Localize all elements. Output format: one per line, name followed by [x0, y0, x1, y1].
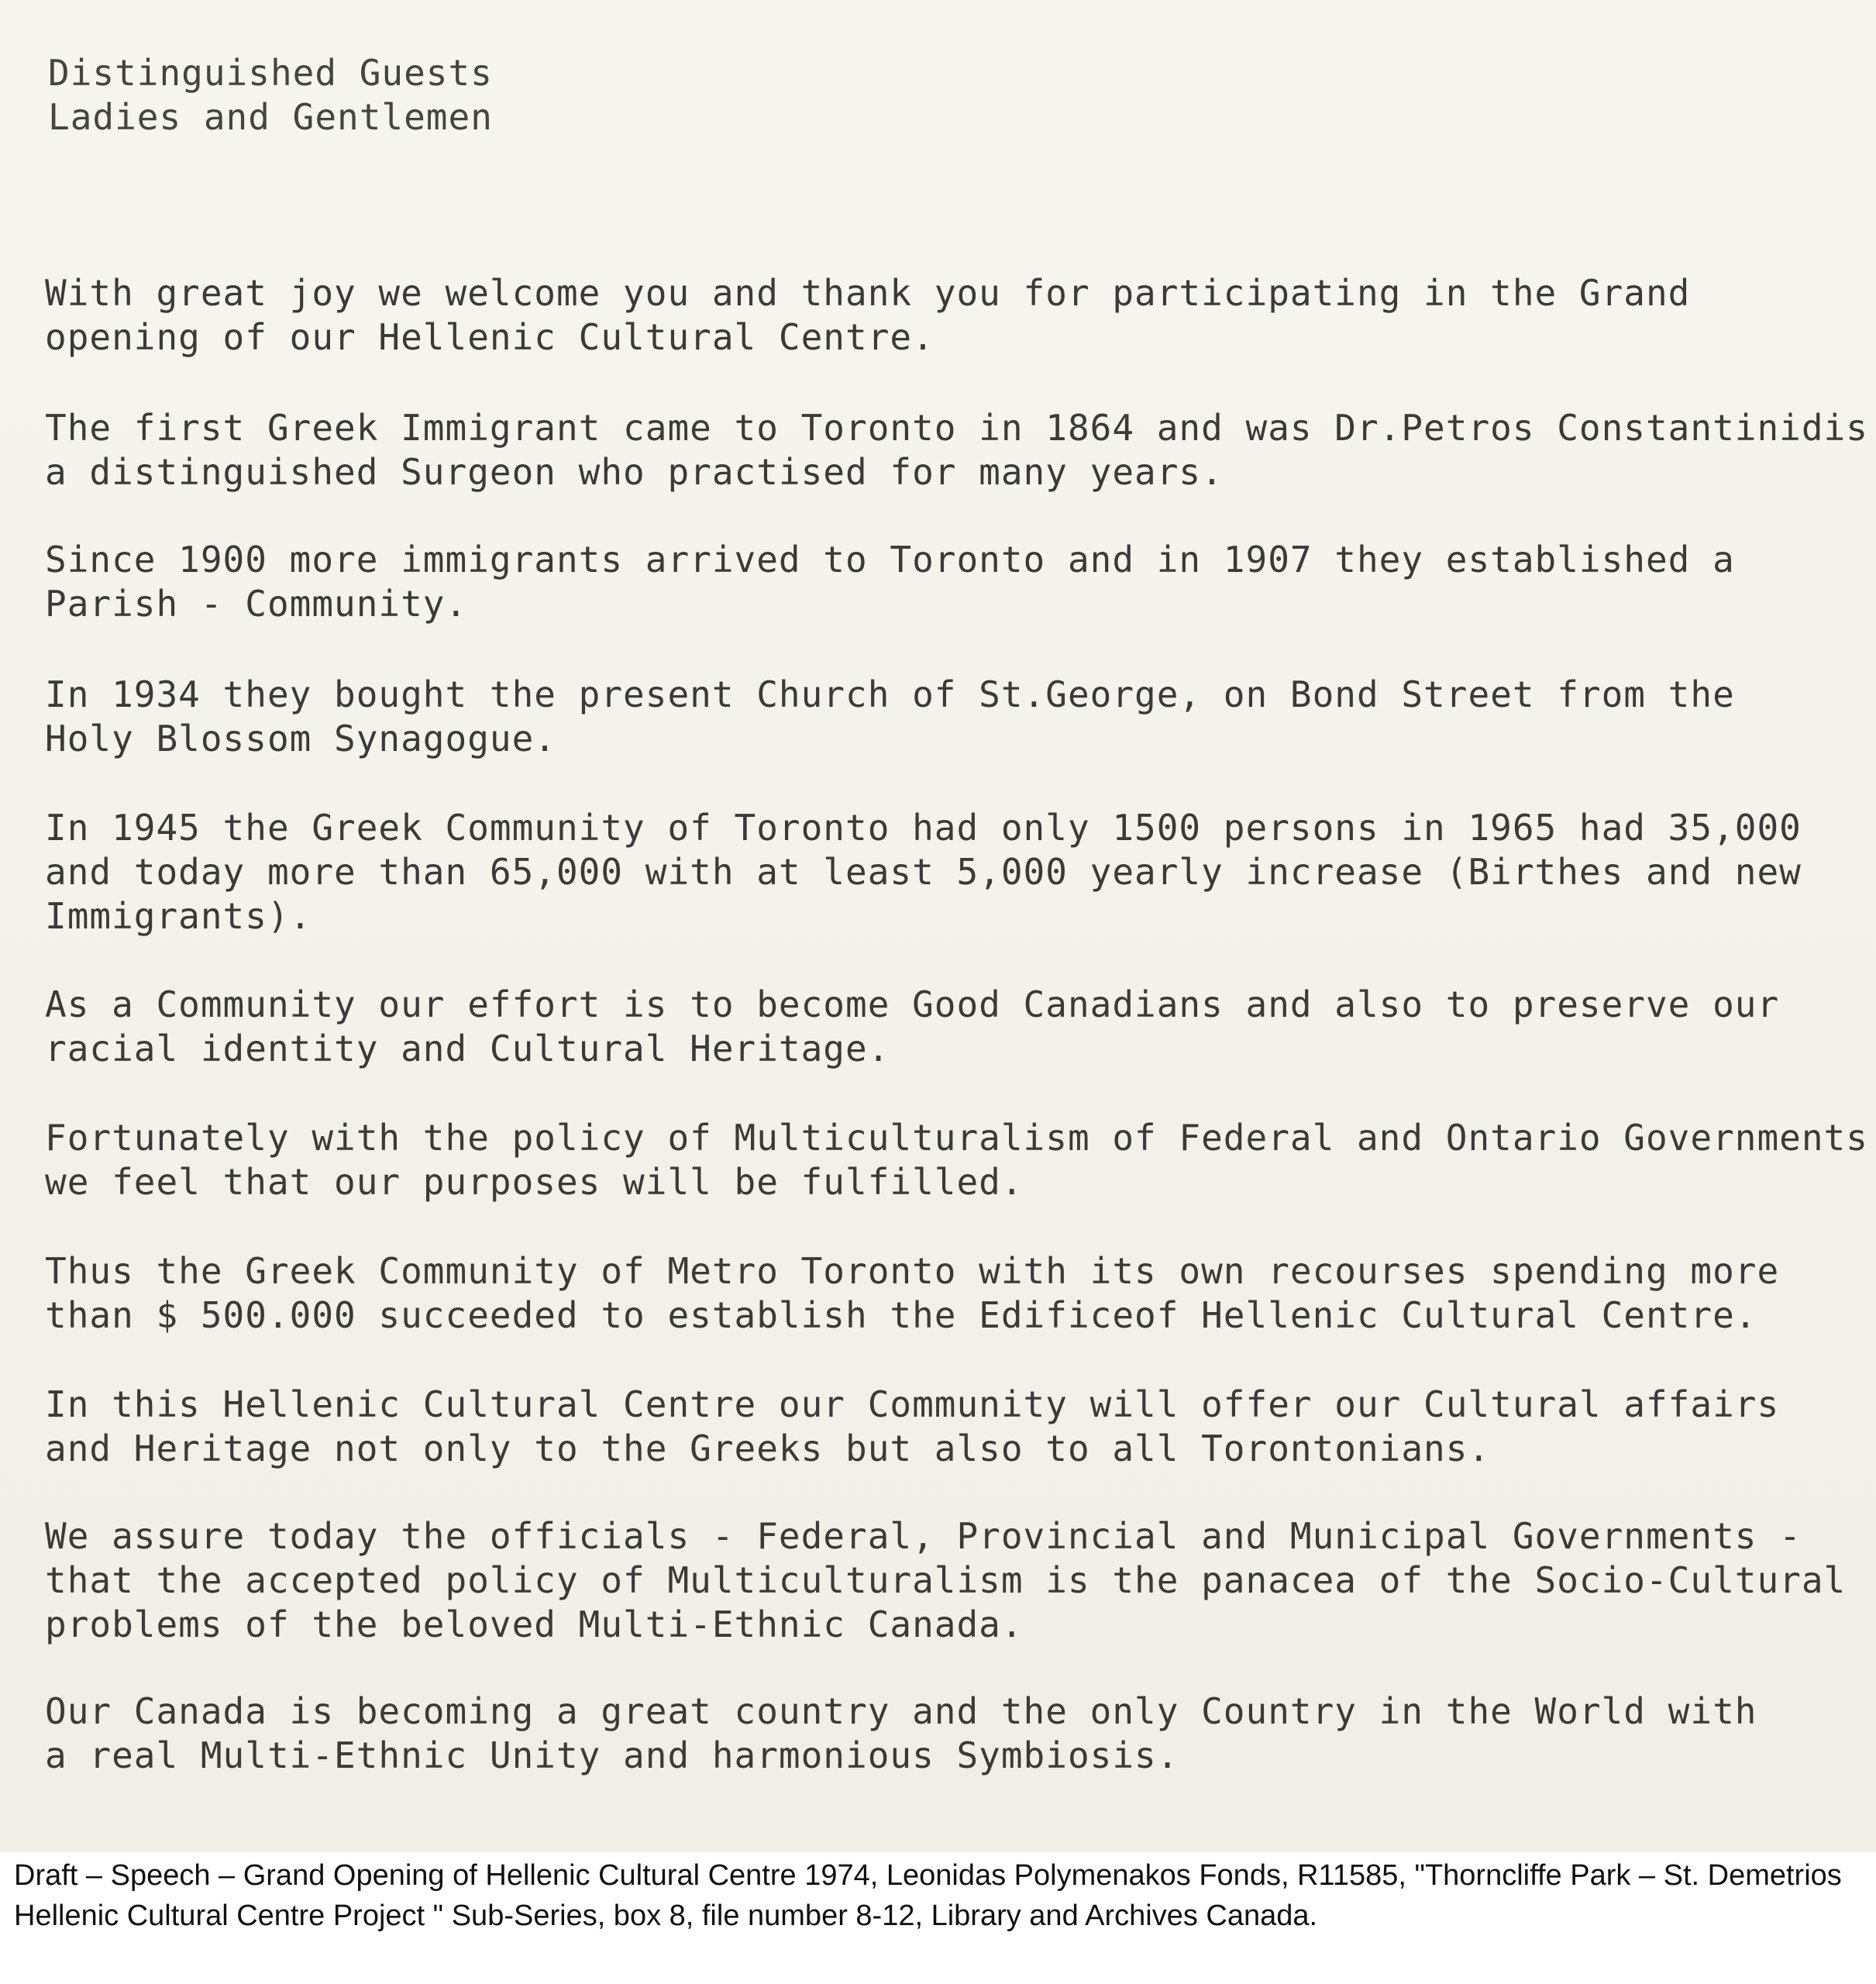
paragraph-funding — [45, 1249, 1779, 1338]
paragraph-line: Our Canada is becoming a great country and the only Country in the World with — [45, 1690, 1757, 1732]
paragraph-line: a distinguished Surgeon who practised for many years. — [45, 451, 1224, 493]
salutation-line: Ladies and Gentlemen — [48, 96, 493, 138]
paragraph-line: and Heritage not only to the Greeks but also to all Torontonians. — [45, 1428, 1491, 1469]
paragraph-line: In 1945 the Greek Community of Toronto had only 1500 persons in 1965 had 35,000 — [45, 807, 1802, 849]
paragraph-line: we feel that our purposes will be fulfilled. — [45, 1161, 1024, 1203]
paragraph-line: than $ 500.000 succeeded to establish the Edificeof Hellenic Cultural Centre. — [45, 1294, 1757, 1336]
archive-caption: Draft – Speech – Grand Opening of Hellenic Cultural Centre 1974, Leonidas Polymenakos Fonds, R11585, "Thorncliffe Park – St. Demetrios Hellenic Cultural Centre Project " Sub-Series, box 8, file number 8-12, Library and Archives Canada. — [14, 1859, 1842, 1932]
paragraph-line: We assure today the officials - Federal, Provincial and Municipal Governments - — [45, 1515, 1802, 1557]
paragraph-parish — [45, 538, 1735, 626]
paragraph-line: a real Multi-Ethnic Unity and harmonious Symbiosis. — [45, 1734, 1179, 1776]
paragraph-line: problems of the beloved Multi-Ethnic Canada. — [45, 1603, 1024, 1645]
paragraph-church — [45, 673, 1735, 761]
paragraph-line: The first Greek Immigrant came to Toronto in 1864 and was Dr.Petros Constantinidis — [45, 407, 1868, 449]
paragraph-line: Immigrants). — [45, 895, 312, 937]
paragraph-line: and today more than 65,000 with at least 5,000 yearly increase (Birthes and new — [45, 851, 1802, 893]
paragraph-closing — [45, 1690, 1757, 1778]
paragraph-line: With great joy we welcome you and thank you for participating in the Grand — [45, 272, 1691, 314]
paragraph-multiculturalism-policy — [45, 1116, 1868, 1204]
paragraph-welcome — [45, 271, 1690, 360]
paragraph-line: Since 1900 more immigrants arrived to Toronto and in 1907 they established a — [45, 539, 1735, 580]
paragraph-line: racial identity and Cultural Heritage. — [45, 1028, 890, 1070]
paragraph-line: In 1934 they bought the present Church of St.George, on Bond Street from the — [45, 673, 1735, 715]
paragraph-assurance — [45, 1514, 1846, 1647]
paragraph-cultural-offer — [45, 1383, 1779, 1471]
paragraph-line: As a Community our effort is to become Good Canadians and also to preserve our — [45, 983, 1780, 1025]
paragraph-population — [45, 806, 1802, 939]
paragraph-community-effort — [45, 983, 1779, 1071]
salutation — [48, 51, 493, 140]
paragraph-line: that the accepted policy of Multiculturalism is the panacea of the Socio-Cultural — [45, 1559, 1847, 1601]
paragraph-line: Fortunately with the policy of Multiculturalism of Federal and Ontario Governments — [45, 1117, 1868, 1159]
paragraph-line: Holy Blossom Synagogue. — [45, 718, 556, 760]
paragraph-line: Parish - Community. — [45, 583, 468, 625]
paragraph-first-immigrant — [45, 406, 1868, 494]
paragraph-line: Thus the Greek Community of Metro Toronto with its own recourses spending more — [45, 1250, 1780, 1292]
paragraph-line: opening of our Hellenic Cultural Centre. — [45, 316, 935, 358]
paragraph-line: In this Hellenic Cultural Centre our Community will offer our Cultural affairs — [45, 1383, 1780, 1425]
salutation-line: Distinguished Guests — [48, 52, 493, 94]
